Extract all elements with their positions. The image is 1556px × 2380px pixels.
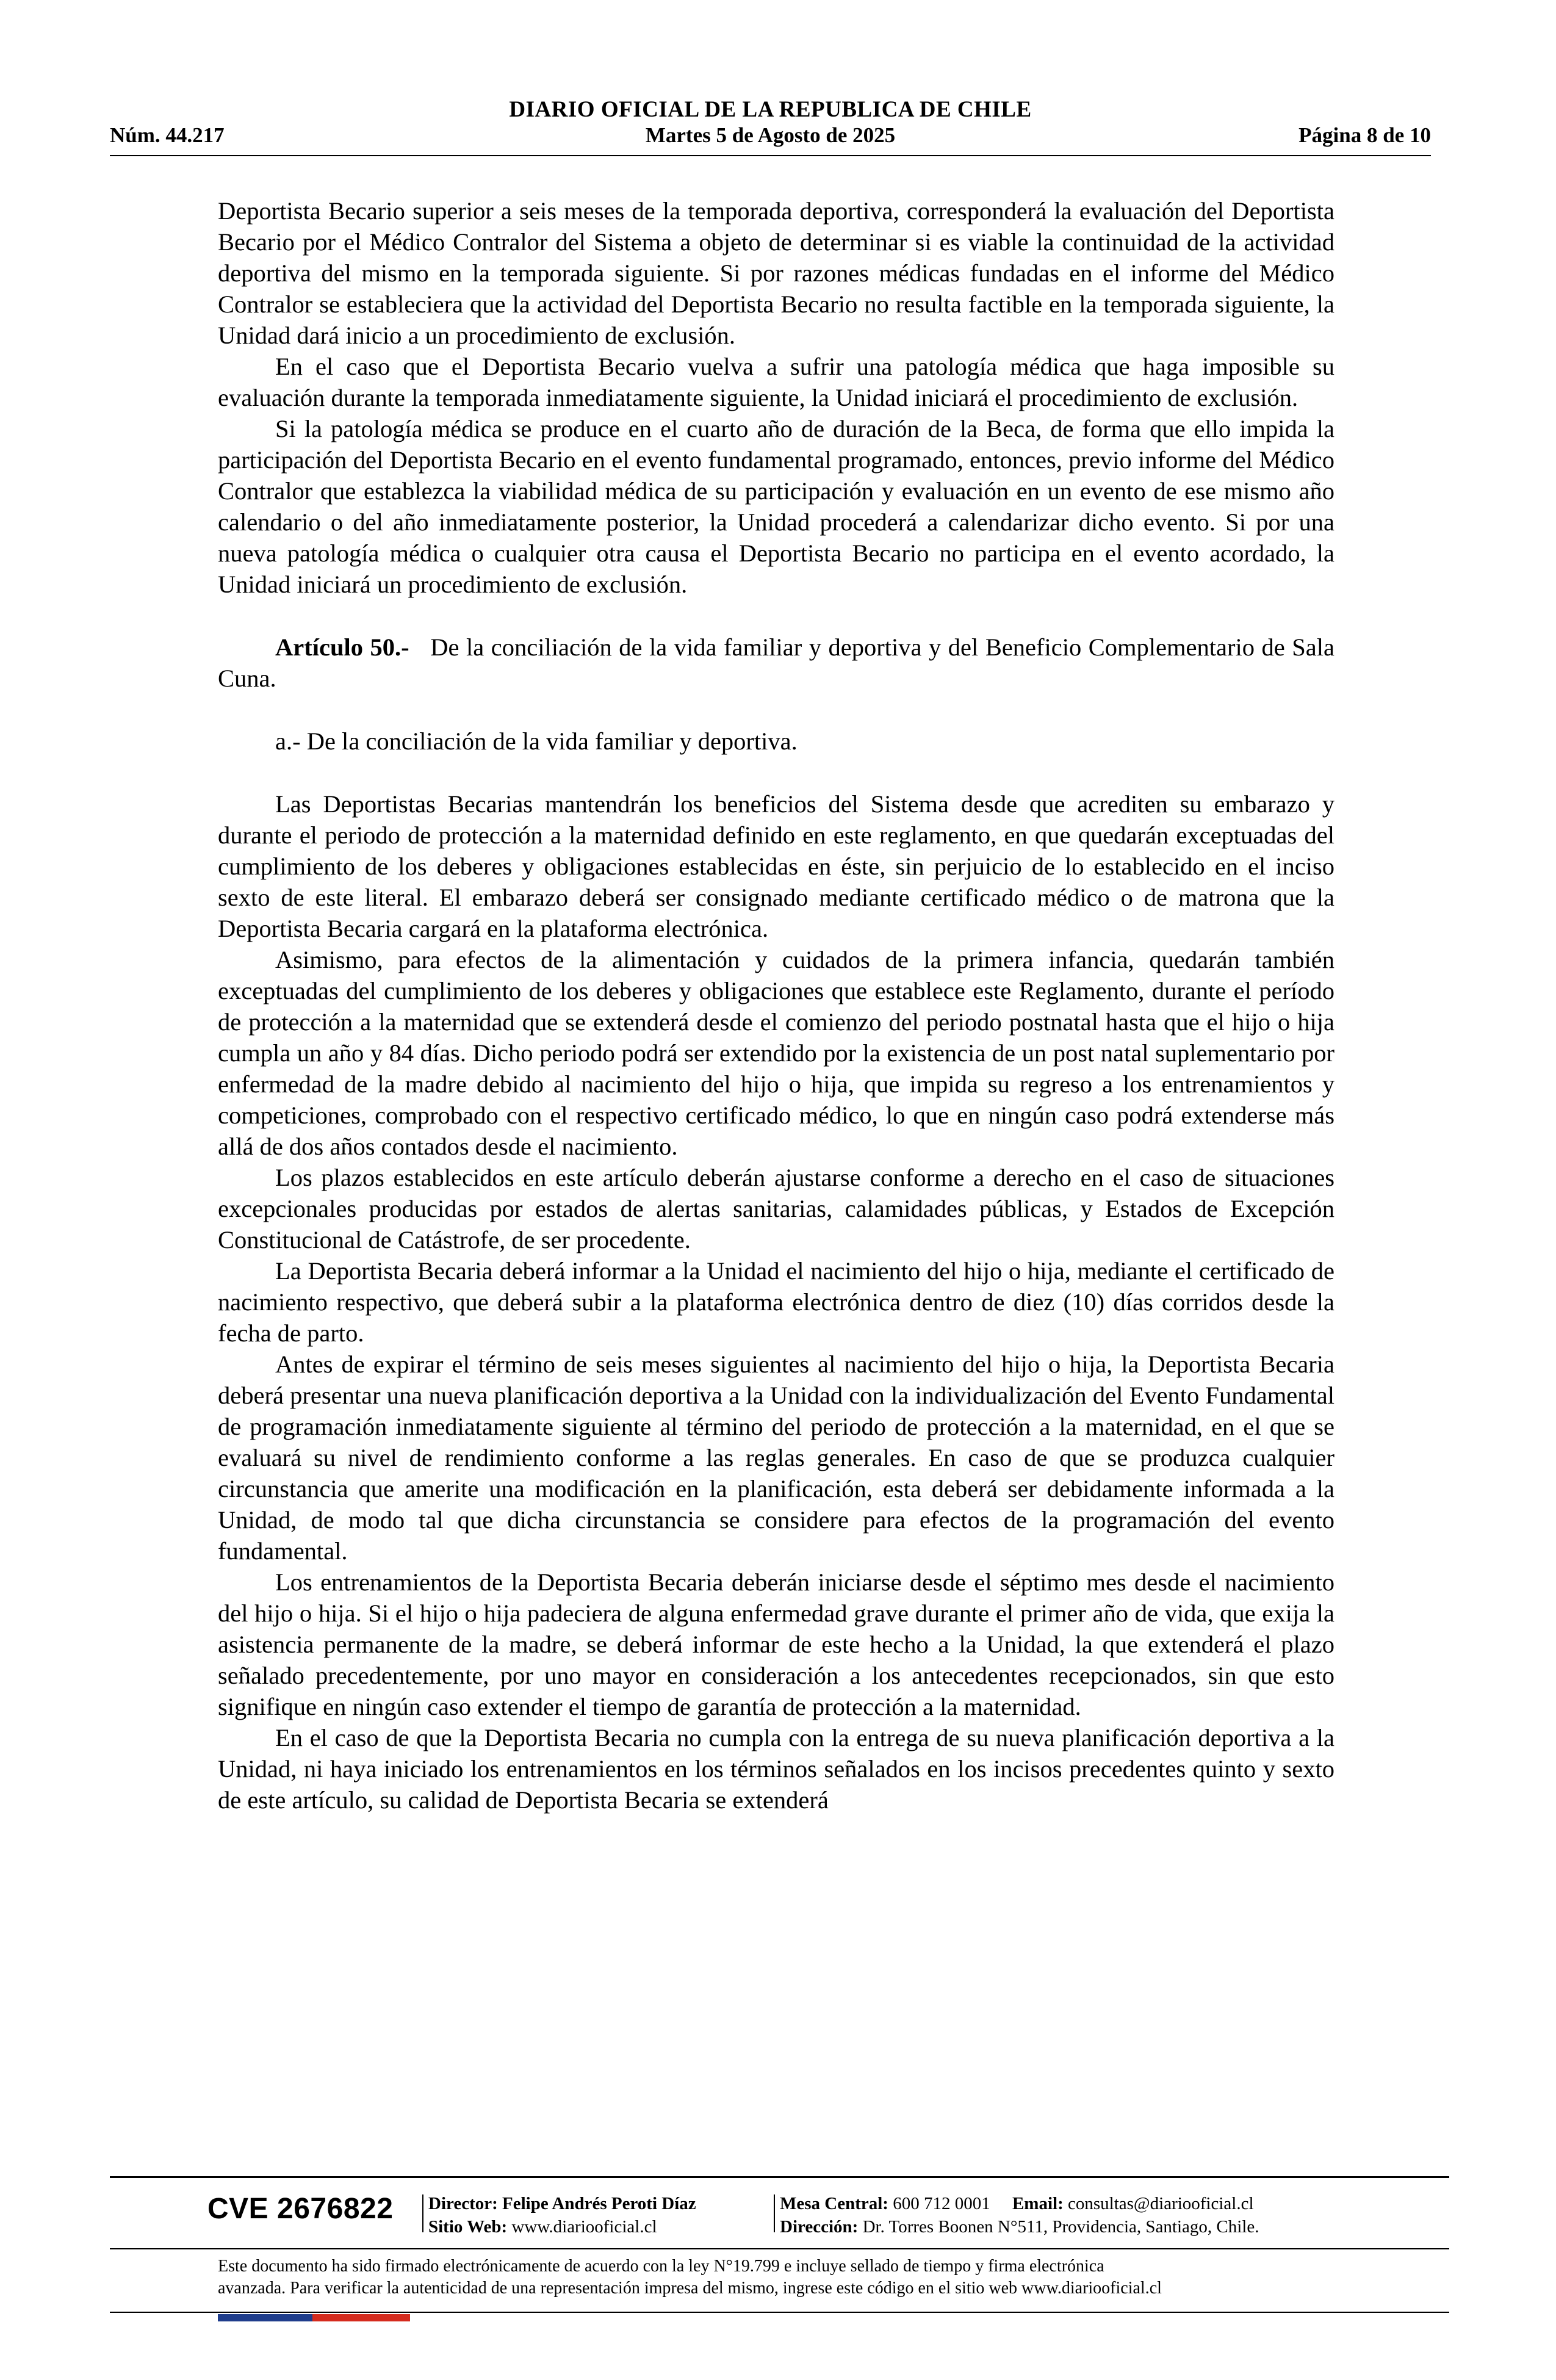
paragraph: En el caso que el Deportista Becario vuelva a sufrir una patología médica que haga imposible su evaluación durante la temporada inmediatamente siguiente, la Unidad iniciará el procedimiento de exclusión. — [218, 353, 1334, 411]
email-label: Email: — [1012, 2194, 1064, 2213]
cve-code: CVE 2676822 — [207, 2193, 394, 2225]
issue-date: Martes 5 de Agosto de 2025 — [645, 123, 896, 147]
page-number: Página 8 de 10 — [1298, 123, 1431, 147]
web-label: Sitio Web: — [428, 2217, 508, 2237]
paragraph: En el caso de que la Deportista Becaria no cumpla con la entrega de su nueva planificación deportiva a la Unidad, ni haya iniciado los entrenamientos en los términos señalados en los incisos precedentes quinto y sexto de este artículo, su calidad de Deportista Becaria se extenderá — [218, 1724, 1334, 1814]
paragraph: La Deportista Becaria deberá informar a la Unidad el nacimiento del hijo o hija, mediante el certificado de nacimiento respectivo, que deberá subir a la plataforma electrónica dentro de diez (10) días corridos desde la fecha de parto. — [218, 1257, 1334, 1347]
paragraph: Si la patología médica se produce en el cuarto año de duración de la Beca, de forma que ello impida la participación del Deportista Becario en el evento fundamental programado, entonces, previo informe del Médico Contralor que establezca la viabilidad médica de su participación y evaluación en un evento de ese mismo año calendario o del año inmediatamente posterior, la Unidad procederá a calendarizar dicho evento. Si por una nueva patología médica o cualquier otra causa el Deportista Becario no participa en el evento acordado, la Unidad iniciará un procedimiento de exclusión. — [218, 415, 1334, 598]
page-header — [110, 92, 1431, 159]
flag-stripe-blue — [218, 2314, 312, 2321]
web-link[interactable]: www.diariooficial.cl — [511, 2217, 657, 2237]
footer-divider-top — [110, 2176, 1449, 2178]
flag-stripe — [218, 2314, 410, 2321]
email-link[interactable]: consultas@diariooficial.cl — [1068, 2194, 1254, 2213]
document-body — [218, 195, 1334, 1816]
paragraph: Deportista Becario superior a seis meses de la temporada deportiva, corresponderá la evaluación del Deportista Becario por el Médico Contralor del Sistema a objeto de determinar si es viable la continuidad de la actividad deportiva del mismo en la temporada siguiente. Si por razones médicas fundadas en el informe del Médico Contralor se estableciera que la actividad del Deportista Becario no resulta factible en la temporada siguiente, la Unidad dará inicio a un procedimiento de exclusión. — [218, 197, 1334, 349]
article-title: De la conciliación de la vida familiar y deportiva y del Beneficio Complementario de Sala Cuna. — [218, 633, 1335, 692]
paragraph: Los plazos establecidos en este artículo deberán ajustarse conforme a derecho en el caso de situaciones excepcionales producidas por estados de alertas sanitarias, calamidades públicas, y Estados de Excepción Constitucional de Catástrofe, de ser procedente. — [218, 1164, 1334, 1253]
legal-line: Este documento ha sido firmado electrónicamente de acuerdo con la ley N°19.799 e incluye sellado de tiempo y firma electrónica — [218, 2257, 1104, 2276]
header-divider — [110, 155, 1431, 156]
article-heading — [218, 632, 1334, 694]
director-label: Director: — [428, 2194, 498, 2213]
director-name: Felipe Andrés Peroti Díaz — [502, 2194, 696, 2213]
footer-divider-middle — [110, 2248, 1449, 2249]
address-value: Dr. Torres Boonen N°511, Providencia, Santiago, Chile. — [862, 2217, 1259, 2237]
issue-number: Núm. 44.217 — [110, 123, 225, 147]
spacer — [218, 757, 1334, 788]
subheading: a.- De la conciliación de la vida familiar y deportiva. — [275, 727, 798, 755]
footer-director-block — [428, 2192, 696, 2238]
address-label: Dirección: — [780, 2217, 859, 2237]
footer-separator — [422, 2194, 423, 2232]
paragraph: Los entrenamientos de la Deportista Becaria deberán iniciarse desde el séptimo mes desde el nacimiento del hijo o hija. Si el hijo o hija padeciera de alguna enfermedad grave durante el primer año de vida, que exija la asistencia permanente de la madre, se deberá informar de este hecho a la Unidad, la que extenderá el plazo señalado precedentemente, por uno mayor en consideración a los antecedentes recepcionados, sin que esto signifique en ningún caso extender el tiempo de garantía de protección a la maternidad. — [218, 1568, 1334, 1720]
legal-line: avanzada. Para verificar la autenticidad de una representación impresa del mismo, ingrese este código en el sitio web www.diariooficial.cl — [218, 2279, 1162, 2298]
newspaper-title: DIARIO OFICIAL DE LA REPUBLICA DE CHILE — [509, 97, 1032, 122]
paragraph: Las Deportistas Becarias mantendrán los beneficios del Sistema desde que acrediten su embarazo y durante el periodo de protección a la maternidad definido en este reglamento, en que quedarán exceptuadas del cumplimiento de los deberes y obligaciones establecidas en éste, sin perjuicio de lo establecido en el inciso sexto de este literal. El embarazo deberá ser consignado mediante certificado médico o de matrona que la Deportista Becaria cargará en la plataforma electrónica. — [218, 790, 1334, 942]
footer-divider-bottom — [110, 2312, 1449, 2313]
flag-stripe-red — [312, 2314, 410, 2321]
paragraph: Antes de expirar el término de seis meses siguientes al nacimiento del hijo o hija, la Deportista Becaria deberá presentar una nueva planificación deportiva a la Unidad con la individualización del Evento Fundamental de programación inmediatamente siguiente al término del periodo de protección a la maternidad, en el que se evaluará su nivel de rendimiento conforme a las reglas generales. En caso de que se produzca cualquier circunstancia que amerite una modificación en la planificación, esta deberá ser debidamente informada a la Unidad, de modo tal que dicha circunstancia se considere para efectos de la programación del evento fundamental. — [218, 1350, 1334, 1565]
paragraph: Asimismo, para efectos de la alimentación y cuidados de la primera infancia, quedarán también exceptuadas del cumplimiento de los deberes y obligaciones que establece este Reglamento, durante el período de protección a la maternidad que se extenderá desde el comienzo del periodo postnatal hasta que el hijo o hija cumpla un año y 84 días. Dicho periodo podrá ser extendido por la existencia de un post natal suplementario por enfermedad de la madre debido al nacimiento del hijo o hija, que impida su regreso a los entrenamientos y competiciones, comprobado con el respectivo certificado médico, lo que en ningún caso podrá extenderse más allá de dos años contados desde el nacimiento. — [218, 946, 1334, 1160]
legal-notice — [218, 2256, 1350, 2299]
footer-separator — [774, 2194, 775, 2232]
article-label: Artículo 50.- — [275, 633, 409, 661]
spacer — [218, 600, 1334, 632]
mesa-phone: 600 712 0001 — [893, 2194, 990, 2213]
mesa-label: Mesa Central: — [780, 2194, 888, 2213]
footer-contact-block — [780, 2192, 1259, 2238]
spacer — [218, 694, 1334, 726]
